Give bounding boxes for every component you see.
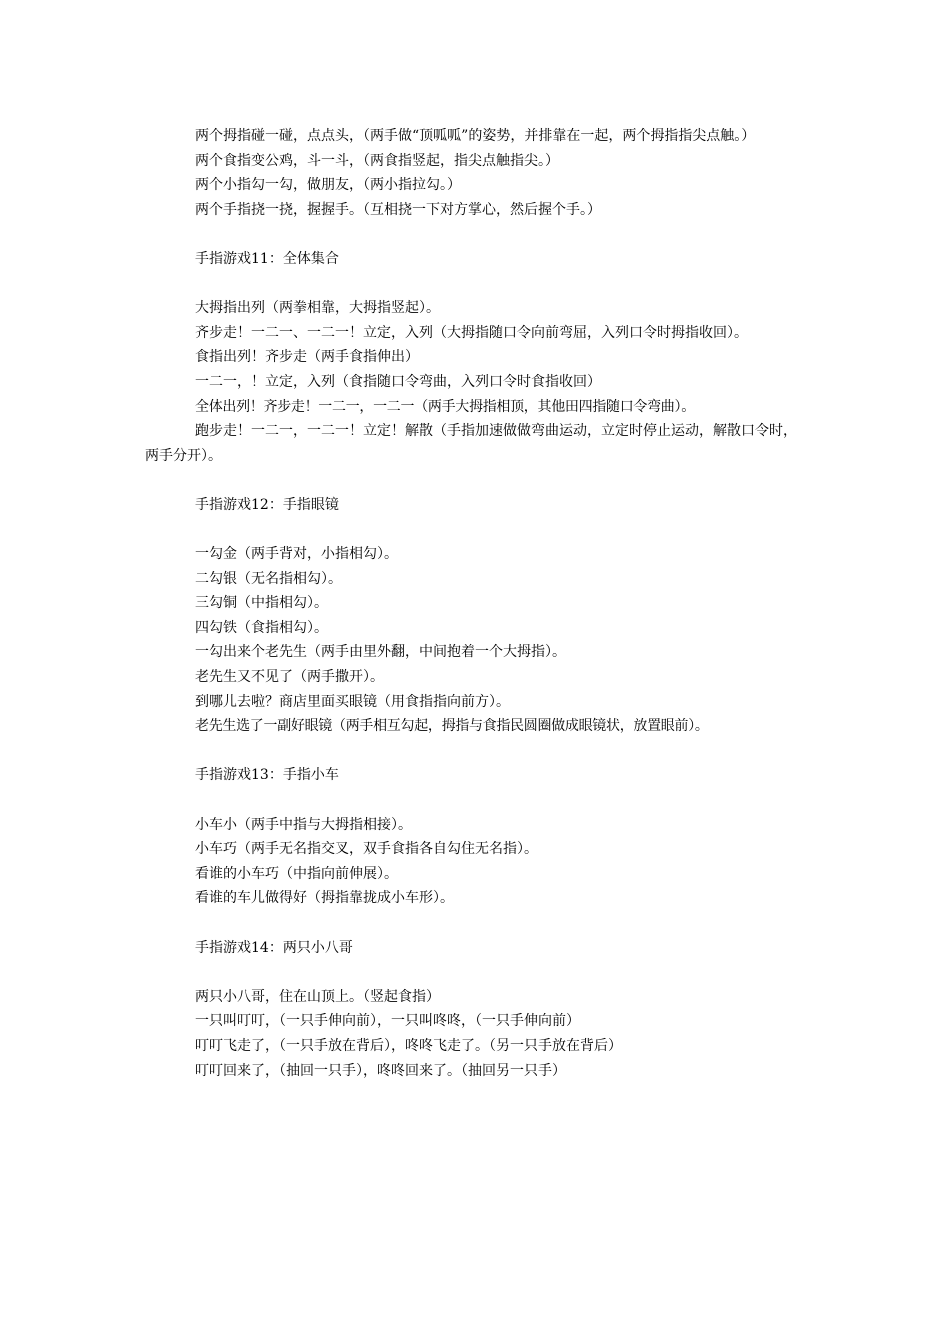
paragraph: 跑步走！一二一，一二一！立定！解散（手指加速做做弯曲运动，立定时停止运动，解散口令时，两手分开）。 (145, 423, 797, 464)
document-body (145, 124, 808, 1083)
blank-line (145, 739, 808, 764)
paragraph: 齐步走！一二一、一二一！立定，入列（大拇指随口令向前弯屈，入列口令时拇指收回）。 (195, 324, 748, 341)
paragraph: 两个手指挠一挠，握握手。（互相挠一下对方掌心，然后握个手。） (195, 201, 601, 218)
paragraph: 小车小（两手中指与大拇指相接）。 (195, 816, 412, 833)
blank-line (145, 960, 808, 985)
paragraph: 老先生又不见了（两手撒开）。 (195, 669, 384, 686)
paragraph: 两个食指变公鸡，斗一斗，（两食指竖起，指尖点触指尖。） (195, 152, 559, 169)
paragraph: 叮叮回来了，（抽回一只手），咚咚回来了。（抽回另一只手） (195, 1062, 566, 1079)
blank-line (145, 518, 808, 543)
paragraph: 一只叫叮叮，（一只手伸向前），一只叫咚咚，（一只手伸向前） (195, 1013, 580, 1030)
paragraph: 全体出列！齐步走！一二一，一二一（两手大拇指相顶，其他田四指随口令弯曲）。 (195, 398, 695, 415)
paragraph: 到哪儿去啦？商店里面买眼镜（用食指指向前方）。 (195, 693, 510, 710)
paragraph: 二勾银（无名指相勾）。 (195, 570, 342, 587)
blank-line (145, 272, 808, 297)
paragraph: 手指游戏13：手指小车 (195, 767, 339, 784)
paragraph: 四勾铁（食指相勾）。 (195, 619, 328, 636)
paragraph: 一勾金（两手背对，小指相勾）。 (195, 546, 398, 563)
blank-line (145, 911, 808, 936)
paragraph: 看谁的小车巧（中指向前伸展）。 (195, 865, 398, 882)
paragraph: 小车巧（两手无名指交叉，双手食指各自勾住无名指）。 (195, 841, 538, 858)
paragraph: 手指游戏14：两只小八哥 (195, 939, 353, 956)
paragraph: 看谁的车儿做得好（拇指靠拢成小车形）。 (195, 890, 454, 907)
paragraph: 一勾出来个老先生（两手由里外翻，中间抱着一个大拇指）。 (195, 644, 566, 661)
paragraph: 三勾铜（中指相勾）。 (195, 595, 328, 612)
paragraph: 叮叮飞走了，（一只手放在背后），咚咚飞走了。（另一只手放在背后） (195, 1037, 622, 1054)
paragraph: 手指游戏12：手指眼镜 (195, 496, 339, 513)
blank-line (145, 468, 808, 493)
blank-line (145, 788, 808, 813)
paragraph: 食指出列！齐步走（两手食指伸出） (195, 349, 419, 366)
paragraph: 一二一，！立定，入列（食指随口令弯曲，入列口令时食指收回） (195, 373, 601, 390)
paragraph: 两个拇指碰一碰，点点头，（两手做“顶呱呱”的姿势，并排靠在一起，两个拇指指尖点触。） (195, 128, 756, 144)
paragraph: 手指游戏11：全体集合 (195, 250, 339, 267)
paragraph: 两只小八哥，住在山顶上。（竖起食指） (195, 988, 440, 1005)
paragraph: 大拇指出列（两拳相靠，大拇指竖起）。 (195, 300, 440, 317)
paragraph: 两个小指勾一勾，做朋友，（两小指拉勾。） (195, 177, 461, 194)
paragraph: 老先生选了一副好眼镜（两手相互勾起，拇指与食指民圆圈做成眼镜状，放置眼前）。 (195, 718, 709, 735)
blank-line (145, 222, 808, 247)
